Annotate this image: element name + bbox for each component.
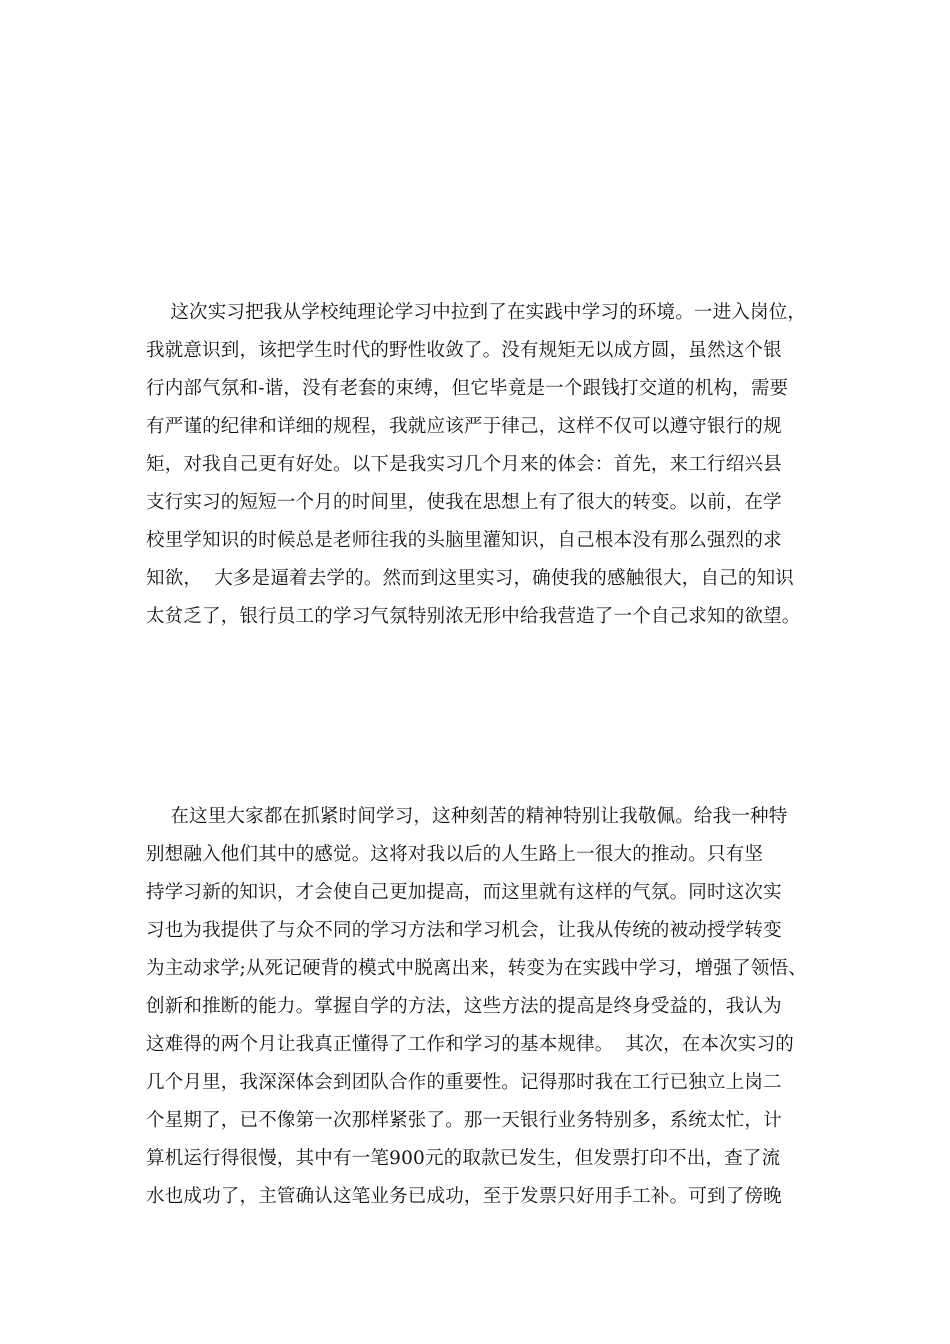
text-line: 太贫乏了，银行员工的学习气氛特别浓无形中给我营造了一个自己求知的欲望。 <box>146 606 801 627</box>
text-line: 创新和推断的能力。掌握自学的方法，这些方法的提高是终身受益的，我认为 <box>146 996 782 1017</box>
text-line: 矩，对我自己更有好处。以下是我实习几个月来的体会：首先，来工行绍兴县 <box>146 454 782 475</box>
text-line: 几个月里，我深深体会到团队合作的重要性。记得那时我在工行已独立上岗二 <box>146 1072 782 1093</box>
paragraph-1 <box>146 294 836 636</box>
text-line: 习也为我提供了与众不同的学习方法和学习机会，让我从传统的被动授学转变 <box>146 920 782 941</box>
text-line: 个星期了，已不像第一次那样紧张了。那一天银行业务特别多，系统太忙，计 <box>146 1110 782 1131</box>
text-line: 水也成功了，主管确认这笔业务已成功，至于发票只好用手工补。可到了傍晚 <box>146 1186 782 1207</box>
text-line: 这次实习把我从学校纯理论学习中拉到了在实践中学习的环境。一进入岗位， <box>146 302 807 323</box>
text-line: 在这里大家都在抓紧时间学习，这种刻苦的精神特别让我敬佩。给我一种特 <box>146 806 788 827</box>
paragraph-2 <box>146 798 836 1216</box>
text-line: 为主动求学;从死记硬背的模式中脱离出来，转变为在实践中学习，增强了领悟、 <box>146 958 807 979</box>
text-line: 持学习新的知识，才会使自己更加提高，而这里就有这样的气氛。同时这次实 <box>146 882 782 903</box>
text-line: 知欲， 大多是逼着去学的。然而到这里实习，确使我的感触很大，自己的知识 <box>146 568 794 589</box>
text-line: 校里学知识的时候总是老师往我的头脑里灌知识，自己根本没有那么强烈的求 <box>146 530 782 551</box>
text-line: 这难得的两个月让我真正懂得了工作和学习的基本规律。 其次，在本次实习的 <box>146 1034 794 1055</box>
text-line: 算机运行得很慢，其中有一笔900元的取款已发生，但发票打印不出，查了流 <box>146 1148 781 1169</box>
text-line: 有严谨的纪律和详细的规程，我就应该严于律己，这样不仅可以遵守银行的规 <box>146 416 782 437</box>
text-line: 行内部气氛和-谐，没有老套的束缚，但它毕竟是一个跟钱打交道的机构，需要 <box>146 378 789 399</box>
text-line: 我就意识到，该把学生时代的野性收敛了。没有规矩无以成方圆，虽然这个银 <box>146 340 782 361</box>
text-line: 支行实习的短短一个月的时间里，使我在思想上有了很大的转变。以前，在学 <box>146 492 782 513</box>
text-line: 别想融入他们其中的感觉。这将对我以后的人生路上一很大的推动。只有坚 <box>146 844 764 865</box>
